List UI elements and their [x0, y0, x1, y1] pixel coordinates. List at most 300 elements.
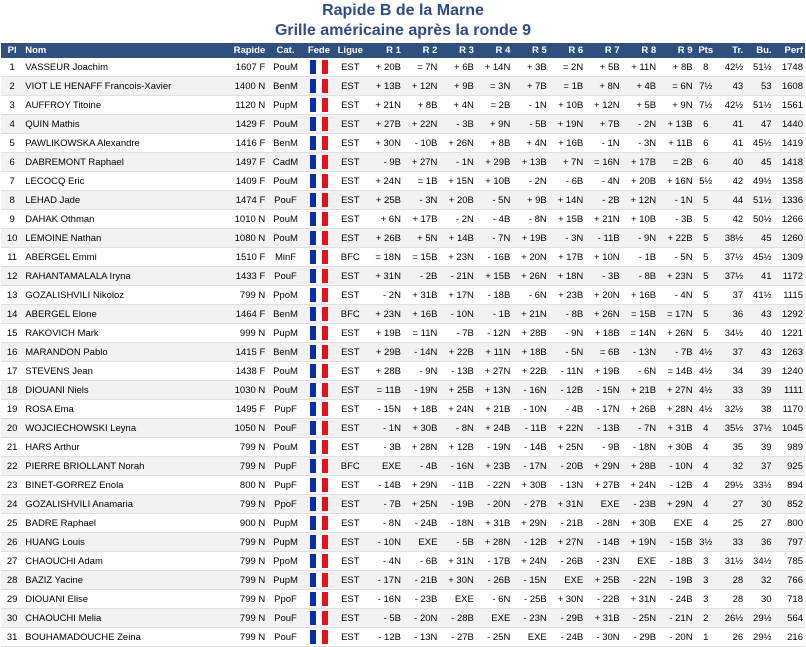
rank-cell: 10: [1, 229, 23, 248]
france-flag-icon: [310, 383, 328, 397]
r5-cell: + 9B: [512, 191, 548, 210]
table-row: [1, 286, 805, 305]
points-cell: 3: [695, 590, 717, 609]
fede-cell: [304, 248, 334, 267]
performance-cell: 989: [774, 438, 805, 457]
r2-cell: - 14N: [403, 343, 439, 362]
points-cell: 5: [695, 305, 717, 324]
rank-cell: 29: [1, 590, 23, 609]
league-cell: EST: [334, 58, 366, 77]
r6-cell: + 30N: [549, 590, 585, 609]
r8-cell: = 15B: [622, 305, 658, 324]
r8-cell: + 12N: [622, 191, 658, 210]
r5-cell: + 7B: [512, 77, 548, 96]
r8-cell: + 24N: [622, 476, 658, 495]
r1-cell: = 11B: [367, 381, 403, 400]
fede-cell: [304, 457, 334, 476]
r9-cell: - 21N: [658, 609, 694, 628]
r3-cell: - 1N: [439, 153, 475, 172]
r4-cell: + 15B: [476, 267, 512, 286]
points-cell: 3: [695, 552, 717, 571]
r8-cell: + 17B: [622, 153, 658, 172]
tiebreak-tr-cell: 32: [717, 457, 745, 476]
r3-cell: + 23N: [439, 248, 475, 267]
rating-cell: 799 N: [217, 628, 268, 647]
rating-cell: 799 N: [217, 286, 268, 305]
table-row: [1, 552, 805, 571]
r5-cell: + 26N: [512, 267, 548, 286]
r3-cell: - 8N: [439, 419, 475, 438]
r3-cell: - 16N: [439, 457, 475, 476]
tiebreak-tr-cell: 35: [717, 438, 745, 457]
league-cell: EST: [334, 533, 366, 552]
name-cell: GOZALISHVILI Anamaria: [23, 495, 216, 514]
performance-cell: 1561: [774, 96, 805, 115]
france-flag-icon: [310, 117, 328, 131]
tiebreak-tr-cell: 37: [717, 286, 745, 305]
r1-cell: + 25B: [367, 191, 403, 210]
league-cell: EST: [334, 590, 366, 609]
r5-cell: + 29N: [512, 514, 548, 533]
r8-cell: + 5B: [622, 96, 658, 115]
league-cell: BFC: [334, 248, 366, 267]
tiebreak-bu-cell: 53: [745, 77, 773, 96]
r7-cell: - 17N: [585, 400, 621, 419]
r5-cell: EXE: [512, 628, 548, 647]
rank-cell: 11: [1, 248, 23, 267]
r1-cell: + 21N: [367, 96, 403, 115]
performance-cell: 1263: [774, 343, 805, 362]
r6-cell: - 29B: [549, 609, 585, 628]
rating-cell: 800 N: [217, 476, 268, 495]
tiebreak-bu-cell: 34½: [745, 552, 773, 571]
r4-cell: - 4B: [476, 210, 512, 229]
name-cell: RAHANTAMALALA Iryna: [23, 267, 216, 286]
performance-cell: 718: [774, 590, 805, 609]
r1-cell: - 3B: [367, 438, 403, 457]
performance-cell: 1240: [774, 362, 805, 381]
category-cell: MinF: [267, 248, 303, 267]
name-cell: BOUHAMADOUCHE Zeina: [23, 628, 216, 647]
performance-cell: 800: [774, 514, 805, 533]
league-cell: EST: [334, 324, 366, 343]
r2-cell: - 23B: [403, 590, 439, 609]
r6-cell: - 20B: [549, 457, 585, 476]
r6-cell: + 14N: [549, 191, 585, 210]
category-cell: BenM: [267, 134, 303, 153]
league-cell: BFC: [334, 305, 366, 324]
tiebreak-tr-cell: 29½: [717, 476, 745, 495]
points-cell: 4: [695, 476, 717, 495]
r4-cell: - 5N: [476, 191, 512, 210]
rank-cell: 15: [1, 324, 23, 343]
r1-cell: + 20B: [367, 58, 403, 77]
header-pl: Pl: [1, 43, 23, 58]
r2-cell: + 30B: [403, 419, 439, 438]
r3-cell: + 4N: [439, 96, 475, 115]
table-row: [1, 134, 805, 153]
r3-cell: + 30N: [439, 571, 475, 590]
r6-cell: + 25N: [549, 438, 585, 457]
category-cell: PouM: [267, 229, 303, 248]
r7-cell: + 21N: [585, 210, 621, 229]
r6-cell: - 3N: [549, 229, 585, 248]
name-cell: ABERGEL Elone: [23, 305, 216, 324]
points-cell: 5: [695, 286, 717, 305]
r7-cell: - 23N: [585, 552, 621, 571]
tiebreak-bu-cell: 30: [745, 495, 773, 514]
r8-cell: + 10B: [622, 210, 658, 229]
france-flag-icon: [310, 231, 328, 245]
r3-cell: EXE: [439, 590, 475, 609]
r5-cell: + 28B: [512, 324, 548, 343]
r8-cell: + 30B: [622, 514, 658, 533]
r9-cell: - 18B: [658, 552, 694, 571]
table-row: [1, 153, 805, 172]
rank-cell: 3: [1, 96, 23, 115]
category-cell: PouM: [267, 381, 303, 400]
r2-cell: - 2B: [403, 267, 439, 286]
r7-cell: - 2B: [585, 191, 621, 210]
r5-cell: - 16N: [512, 381, 548, 400]
rank-cell: 13: [1, 286, 23, 305]
fede-cell: [304, 210, 334, 229]
table-row: [1, 628, 805, 647]
rating-cell: 1030 N: [217, 381, 268, 400]
performance-cell: 852: [774, 495, 805, 514]
fede-cell: [304, 609, 334, 628]
table-row: [1, 609, 805, 628]
r5-cell: - 23N: [512, 609, 548, 628]
points-cell: 5: [695, 248, 717, 267]
r4-cell: + 21B: [476, 400, 512, 419]
r9-cell: - 4N: [658, 286, 694, 305]
performance-cell: 1170: [774, 400, 805, 419]
tiebreak-tr-cell: 42½: [717, 58, 745, 77]
tiebreak-tr-cell: 32½: [717, 400, 745, 419]
r3-cell: - 11B: [439, 476, 475, 495]
r2-cell: = 7N: [403, 58, 439, 77]
tiebreak-bu-cell: 45: [745, 229, 773, 248]
r4-cell: + 14N: [476, 58, 512, 77]
rank-cell: 14: [1, 305, 23, 324]
r8-cell: - 8B: [622, 267, 658, 286]
r1-cell: + 26B: [367, 229, 403, 248]
table-row: [1, 590, 805, 609]
r4-cell: = 2B: [476, 96, 512, 115]
table-row: [1, 305, 805, 324]
points-cell: 5: [695, 229, 717, 248]
points-cell: 5½: [695, 172, 717, 191]
r9-cell: - 1N: [658, 191, 694, 210]
performance-cell: 564: [774, 609, 805, 628]
header-rapide: Rapide: [217, 43, 268, 58]
r9-cell: EXE: [658, 514, 694, 533]
r5-cell: - 6N: [512, 286, 548, 305]
rank-cell: 30: [1, 609, 23, 628]
r7-cell: - 14B: [585, 533, 621, 552]
r2-cell: = 15B: [403, 248, 439, 267]
league-cell: EST: [334, 134, 366, 153]
performance-cell: 1221: [774, 324, 805, 343]
r8-cell: + 11N: [622, 58, 658, 77]
page-subtitle: Grille américaine après la ronde 9: [274, 22, 532, 39]
league-cell: EST: [334, 210, 366, 229]
r8-cell: - 23B: [622, 495, 658, 514]
rating-cell: 1438 F: [217, 362, 268, 381]
r1-cell: - 7B: [367, 495, 403, 514]
table-row: [1, 457, 805, 476]
tiebreak-bu-cell: 30: [745, 590, 773, 609]
r2-cell: + 18B: [403, 400, 439, 419]
tiebreak-tr-cell: 28: [717, 571, 745, 590]
france-flag-icon: [310, 307, 328, 321]
category-cell: PpoM: [267, 552, 303, 571]
tiebreak-tr-cell: 44: [717, 191, 745, 210]
table-row: [1, 210, 805, 229]
table-row: [1, 115, 805, 134]
tiebreak-bu-cell: 29½: [745, 628, 773, 647]
fede-cell: [304, 400, 334, 419]
r4-cell: + 11N: [476, 343, 512, 362]
r3-cell: - 18N: [439, 514, 475, 533]
r4-cell: + 10B: [476, 172, 512, 191]
fede-cell: [304, 381, 334, 400]
r9-cell: + 16N: [658, 172, 694, 191]
name-cell: BINET-GORREZ Enola: [23, 476, 216, 495]
header-r-2: R 2: [403, 43, 439, 58]
fede-cell: [304, 286, 334, 305]
rating-cell: 799 N: [217, 609, 268, 628]
performance-cell: 1045: [774, 419, 805, 438]
league-cell: EST: [334, 476, 366, 495]
r8-cell: - 3N: [622, 134, 658, 153]
r4-cell: + 29B: [476, 153, 512, 172]
category-cell: PouM: [267, 58, 303, 77]
r7-cell: - 1N: [585, 134, 621, 153]
tiebreak-bu-cell: 40: [745, 324, 773, 343]
rank-cell: 26: [1, 533, 23, 552]
table-row: [1, 438, 805, 457]
r2-cell: - 10B: [403, 134, 439, 153]
tiebreak-bu-cell: 49½: [745, 172, 773, 191]
france-flag-icon: [310, 630, 328, 644]
table-row: [1, 533, 805, 552]
r3-cell: + 14B: [439, 229, 475, 248]
name-cell: DIOUANI Elise: [23, 590, 216, 609]
tiebreak-bu-cell: 50½: [745, 210, 773, 229]
r8-cell: - 1B: [622, 248, 658, 267]
r2-cell: - 19N: [403, 381, 439, 400]
name-cell: CHAOUCHI Adam: [23, 552, 216, 571]
r8-cell: = 14N: [622, 324, 658, 343]
r8-cell: + 28B: [622, 457, 658, 476]
r8-cell: - 7N: [622, 419, 658, 438]
tiebreak-bu-cell: 51½: [745, 96, 773, 115]
fede-cell: [304, 229, 334, 248]
r3-cell: - 27B: [439, 628, 475, 647]
name-cell: STEVENS Jean: [23, 362, 216, 381]
r7-cell: + 26N: [585, 305, 621, 324]
france-flag-icon: [310, 269, 328, 283]
r4-cell: + 27N: [476, 362, 512, 381]
points-cell: 7½: [695, 77, 717, 96]
fede-cell: [304, 58, 334, 77]
points-cell: 8: [695, 58, 717, 77]
r9-cell: + 23N: [658, 267, 694, 286]
r5-cell: - 10N: [512, 400, 548, 419]
category-cell: PupF: [267, 457, 303, 476]
table-row: [1, 77, 805, 96]
r2-cell: + 28N: [403, 438, 439, 457]
fede-cell: [304, 343, 334, 362]
r6-cell: + 7N: [549, 153, 585, 172]
r9-cell: + 22B: [658, 229, 694, 248]
rank-cell: 5: [1, 134, 23, 153]
rank-cell: 25: [1, 514, 23, 533]
r9-cell: - 10N: [658, 457, 694, 476]
name-cell: PIERRE BRIOLLANT Norah: [23, 457, 216, 476]
r5-cell: - 27B: [512, 495, 548, 514]
rank-cell: 23: [1, 476, 23, 495]
tiebreak-bu-cell: 43: [745, 305, 773, 324]
league-cell: EST: [334, 153, 366, 172]
table-row: [1, 267, 805, 286]
league-cell: EST: [334, 267, 366, 286]
tiebreak-tr-cell: 26: [717, 628, 745, 647]
france-flag-icon: [310, 421, 328, 435]
r8-cell: + 21B: [622, 381, 658, 400]
points-cell: 4: [695, 419, 717, 438]
header-r-6: R 6: [549, 43, 585, 58]
points-cell: 4½: [695, 343, 717, 362]
performance-cell: 216: [774, 628, 805, 647]
name-cell: RAKOVICH Mark: [23, 324, 216, 343]
r6-cell: + 27N: [549, 533, 585, 552]
tiebreak-bu-cell: 36: [745, 533, 773, 552]
r1-cell: - 14B: [367, 476, 403, 495]
rating-cell: 1495 F: [217, 400, 268, 419]
r6-cell: + 31N: [549, 495, 585, 514]
r7-cell: - 22B: [585, 590, 621, 609]
league-cell: EST: [334, 628, 366, 647]
r2-cell: + 5N: [403, 229, 439, 248]
rating-cell: 900 N: [217, 514, 268, 533]
rank-cell: 24: [1, 495, 23, 514]
r6-cell: - 24B: [549, 628, 585, 647]
rank-cell: 17: [1, 362, 23, 381]
league-cell: EST: [334, 552, 366, 571]
tiebreak-tr-cell: 33: [717, 533, 745, 552]
rating-cell: 1050 N: [217, 419, 268, 438]
r9-cell: + 8B: [658, 58, 694, 77]
r3-cell: + 24N: [439, 400, 475, 419]
rank-cell: 4: [1, 115, 23, 134]
r7-cell: - 13B: [585, 419, 621, 438]
name-cell: PAWLIKOWSKA Alexandre: [23, 134, 216, 153]
fede-cell: [304, 514, 334, 533]
tiebreak-tr-cell: 37½: [717, 267, 745, 286]
fede-cell: [304, 191, 334, 210]
category-cell: BenM: [267, 343, 303, 362]
league-cell: EST: [334, 229, 366, 248]
r4-cell: - 16B: [476, 248, 512, 267]
r9-cell: = 17N: [658, 305, 694, 324]
points-cell: 2: [695, 609, 717, 628]
name-cell: GOZALISHVILI Nikoloz: [23, 286, 216, 305]
header-pts: Pts: [695, 43, 717, 58]
rating-cell: 799 N: [217, 495, 268, 514]
table-row: [1, 419, 805, 438]
r7-cell: - 15N: [585, 381, 621, 400]
category-cell: PupM: [267, 96, 303, 115]
table-row: [1, 343, 805, 362]
france-flag-icon: [310, 60, 328, 74]
rating-cell: 1120 N: [217, 96, 268, 115]
rating-cell: 1409 F: [217, 172, 268, 191]
header-r-4: R 4: [476, 43, 512, 58]
r2-cell: - 13N: [403, 628, 439, 647]
r9-cell: - 5N: [658, 248, 694, 267]
r6-cell: + 19N: [549, 115, 585, 134]
r9-cell: + 30B: [658, 438, 694, 457]
performance-cell: 1292: [774, 305, 805, 324]
r4-cell: - 7N: [476, 229, 512, 248]
r6-cell: - 11N: [549, 362, 585, 381]
table-row: [1, 362, 805, 381]
r1-cell: - 1N: [367, 419, 403, 438]
tiebreak-tr-cell: 35½: [717, 419, 745, 438]
r1-cell: + 6N: [367, 210, 403, 229]
performance-cell: 1172: [774, 267, 805, 286]
r3-cell: - 5B: [439, 533, 475, 552]
r7-cell: + 19B: [585, 362, 621, 381]
r4-cell: - 6N: [476, 590, 512, 609]
r2-cell: + 31B: [403, 286, 439, 305]
points-cell: 5: [695, 210, 717, 229]
r3-cell: + 31N: [439, 552, 475, 571]
r4-cell: - 22N: [476, 476, 512, 495]
fede-cell: [304, 438, 334, 457]
tiebreak-tr-cell: 41: [717, 115, 745, 134]
r5-cell: + 19B: [512, 229, 548, 248]
performance-cell: 1336: [774, 191, 805, 210]
performance-cell: 1309: [774, 248, 805, 267]
r1-cell: + 29B: [367, 343, 403, 362]
category-cell: CadM: [267, 153, 303, 172]
fede-cell: [304, 324, 334, 343]
r8-cell: + 4B: [622, 77, 658, 96]
rank-cell: 9: [1, 210, 23, 229]
rank-cell: 6: [1, 153, 23, 172]
category-cell: PouM: [267, 362, 303, 381]
france-flag-icon: [310, 573, 328, 587]
r2-cell: - 4B: [403, 457, 439, 476]
tiebreak-tr-cell: 25: [717, 514, 745, 533]
page-title: Rapide B de la Marne: [322, 2, 484, 19]
header-fede: Fede: [304, 43, 334, 58]
r5-cell: + 4N: [512, 134, 548, 153]
r5-cell: + 21N: [512, 305, 548, 324]
r3-cell: + 15N: [439, 172, 475, 191]
rank-cell: 2: [1, 77, 23, 96]
r8-cell: - 18N: [622, 438, 658, 457]
r9-cell: - 7B: [658, 343, 694, 362]
header-perf: Perf: [774, 43, 805, 58]
performance-cell: 1419: [774, 134, 805, 153]
name-cell: BADRE Raphael: [23, 514, 216, 533]
r3-cell: + 17N: [439, 286, 475, 305]
